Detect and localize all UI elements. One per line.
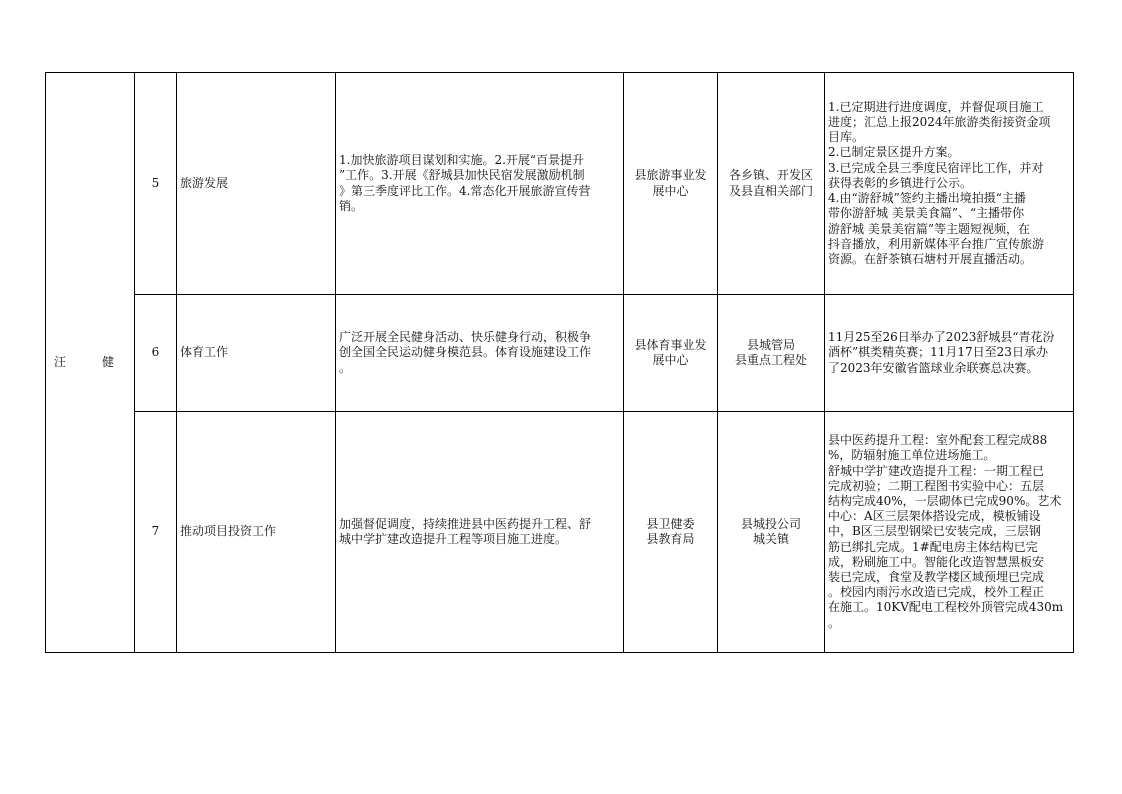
text-line: 。校园内雨污水改造已完成，校外工程正 [828, 585, 1045, 600]
text-line: 县卫健委 [646, 516, 695, 531]
text-line: 。 [828, 615, 841, 630]
text-line: 结构完成40%，一层砌体已完成90%。艺术 [828, 493, 1062, 508]
progress-cell [825, 412, 1074, 653]
responsible-person-cell: 汪 健 [46, 73, 135, 653]
text-line: 县城投公司 [740, 516, 801, 531]
text-line: 创全国全民运动健身模范县。体育设施建设工作 [339, 345, 592, 360]
text-line: 县旅游事业发 [634, 168, 707, 183]
row-number-cell: 6 [135, 295, 177, 412]
text-line: 1.已定期进行进度调度，并督促项目施工 [828, 99, 1044, 114]
cooperating-unit-cell [718, 295, 825, 412]
text-line: 装已完成，食堂及教学楼区域预埋已完成 [828, 570, 1045, 584]
text-line: 抖音播放，利用新媒体平台推广宣传旅游 [828, 236, 1045, 251]
text-line: 了2023年安徽省篮球业余联赛总决赛。 [828, 360, 1039, 375]
work-content-cell [336, 295, 624, 412]
text-line: 成，粉刷施工中。智能化改造智慧黑板安 [828, 554, 1045, 569]
lead-unit-cell [624, 295, 718, 412]
task-name-cell: 旅游发展 [177, 73, 336, 295]
text-line: 获得表彰的乡镇进行公示。 [828, 175, 973, 190]
text-line: 中，B区三层型钢梁已安装完成，三层钢 [828, 524, 1041, 539]
text-line: 展中心 [652, 353, 689, 367]
cooperating-unit-cell [718, 412, 825, 653]
text-line: 在施工。10KV配电工程校外顶管完成430m [828, 600, 1064, 615]
cooperating-unit-cell [718, 73, 825, 295]
text-line: ”工作。3.开展《舒城县加快民宿发展激励机制 [339, 168, 585, 183]
text-line: 筋已绑扎完成。1#配电房主体结构已完 [828, 539, 1038, 554]
task-name-cell: 体育工作 [177, 295, 336, 412]
text-line: 11月25至26日举办了2023舒城县“青花汾 [828, 330, 1055, 345]
text-line: 城中学扩建改造提升工程等项目施工进度。 [339, 532, 568, 546]
text-line: 销。 [339, 198, 364, 213]
lead-unit-cell [624, 412, 718, 653]
text-line: 进度；汇总上报2024年旅游类衔接资金项 [828, 115, 1051, 130]
table-row [46, 73, 1074, 295]
text-line: 及县直相关部门 [728, 183, 813, 198]
text-line: 3.已完成全县三季度民宿评比工作，并对 [828, 160, 1044, 175]
table-row [46, 412, 1074, 653]
text-line: 县教育局 [646, 532, 695, 546]
text-line: 县中医药提升工程：室外配套工程完成88 [828, 433, 1048, 448]
work-content-cell [336, 412, 624, 653]
work-progress-table [45, 72, 1074, 653]
text-line: 舒城中学扩建改造提升工程：一期工程已 [828, 463, 1045, 478]
work-content-cell [336, 73, 624, 295]
text-line: 中心：A区三层架体搭设完成，模板铺设 [828, 509, 1041, 524]
progress-cell [825, 73, 1074, 295]
text-line: 》第三季度评比工作。4.常态化开展旅游宣传营 [339, 183, 591, 198]
text-line: 游舒城 美景美宿篇”等主题短视频，在 [828, 221, 1030, 236]
text-line: 目库。 [828, 130, 865, 145]
text-line: 完成初验；二期工程图书实验中心：五层 [828, 478, 1045, 493]
text-line: 县城管局 [746, 337, 795, 352]
progress-cell [825, 295, 1074, 412]
lead-unit-cell [624, 73, 718, 295]
text-line: %，防辐射施工单位进场施工。 [828, 448, 996, 463]
text-line: 广泛开展全民健身活动、快乐健身行动，积极争 [339, 330, 592, 345]
text-line: 1.加快旅游项目谋划和实施。2.开展“百景提升 [339, 153, 585, 168]
task-name-cell: 推动项目投资工作 [177, 412, 336, 653]
text-line: 县体育事业发 [634, 337, 707, 352]
row-number-cell: 7 [135, 412, 177, 653]
text-line: 4.由“游舒城”签约主播出境拍摄“主播 [828, 191, 1026, 206]
text-line: 资源。在舒茶镇石塘村开展直播活动。 [828, 251, 1033, 266]
text-line: 。 [339, 360, 352, 375]
text-line: 展中心 [652, 183, 689, 198]
text-line: 带你游舒城 美景美食篇”、“主播带你 [828, 206, 1025, 221]
text-line: 酒杯”棋类精英赛；11月17日至23日承办 [828, 345, 1048, 360]
text-line: 各乡镇、开发区 [728, 168, 813, 183]
table-row [46, 295, 1074, 412]
row-number-cell: 5 [135, 73, 177, 295]
text-line: 城关镇 [752, 532, 789, 546]
text-line: 2.已制定景区提升方案。 [828, 145, 960, 160]
text-line: 县重点工程处 [734, 353, 807, 367]
text-line: 加强督促调度，持续推进县中医药提升工程、舒 [339, 516, 592, 531]
